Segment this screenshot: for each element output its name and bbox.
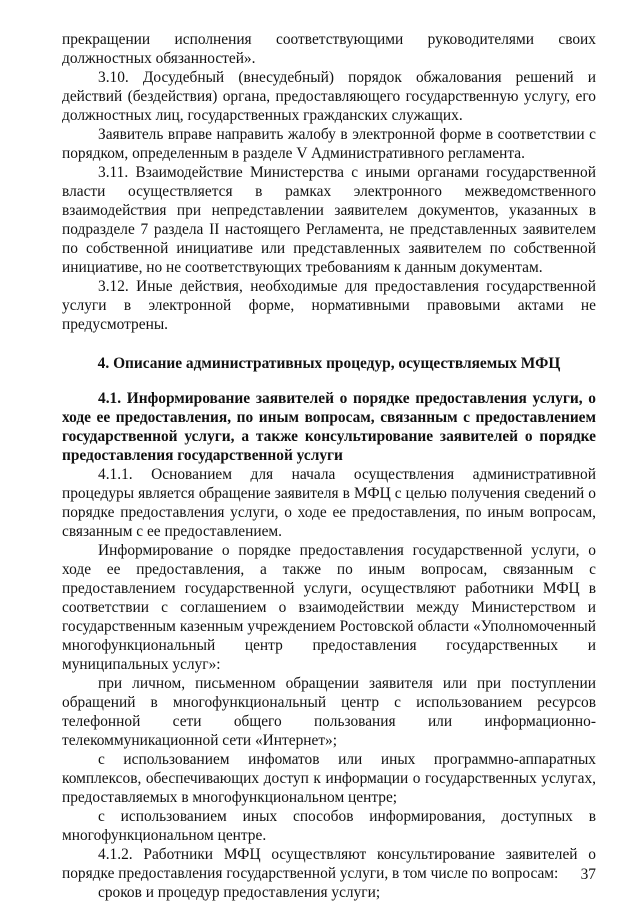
paragraph: Заявитель вправе направить жалобу в электронной форме в соответствии с порядком, определенным в разделе V Административного регламента. bbox=[62, 126, 596, 162]
subsection-heading: 4.1. Информирование заявителей о порядке предоставления услуги, о ходе ее предоставления, по иным вопросам, связанным с предоставлением государственной услуги, а также консультирование заявителей о порядке предоставления государственной услуги bbox=[62, 390, 596, 464]
page-number: 37 bbox=[580, 866, 596, 883]
paragraph: 3.10. Досудебный (внесудебный) порядок обжалования решений и действий (бездействия) органа, предоставляющего государственную услугу, его должностных лиц, государственных гражданских служащих. bbox=[62, 69, 596, 124]
paragraph: прекращении исполнения соответствующими руководителями своих должностных обязанностей». bbox=[62, 31, 596, 67]
paragraph: сроков и процедур предоставления услуги; bbox=[98, 884, 381, 901]
paragraph: 3.11. Взаимодействие Министерства с иными органами государственной власти осуществляется в рамках электронного межведомственного взаимодействия при непредставлении заявителем документов, указанных в подразделе 7 раздела II настоящего Регламента, не представленных заявителем по собственной инициативе или представленных заявителем по собственной инициативе, но не соответствующих требованиям к данным документам. bbox=[62, 164, 596, 276]
paragraph: с использованием иных способов информирования, доступных в многофункциональном центре. bbox=[62, 808, 596, 844]
document-page bbox=[62, 30, 596, 902]
paragraph: 4.1.1. Основанием для начала осуществления административной процедуры является обращение заявителя в МФЦ с целью получения сведений о порядке предоставления услуги, о ходе ее предоставления, по иным вопросам, связанным с ее предоставлением. bbox=[62, 466, 596, 540]
paragraph: Информирование о порядке предоставления государственной услуги, о ходе ее предоставления, а также по иным вопросам, связанным с предоставлением государственной услуги, осуществляют работники МФЦ в соответствии с соглашением о взаимодействии между Министерством и государственным казенным учреждением Ростовской области «Уполномоченный многофункциональный центр предоставления государственных и муниципальных услуг»: bbox=[62, 542, 596, 673]
section-heading: 4. Описание административных процедур, осуществляемых МФЦ bbox=[97, 355, 561, 372]
paragraph: с использованием инфоматов или иных программно-аппаратных комплексов, обеспечивающих доступ к информации о государственных услугах, предоставляемых в многофункциональном центре; bbox=[62, 751, 596, 806]
paragraph: 3.12. Иные действия, необходимые для предоставления государственной услуги в электронной форме, нормативными правовыми актами не предусмотрены. bbox=[62, 278, 596, 333]
paragraph: 4.1.2. Работники МФЦ осуществляют консультирование заявителей о порядке предоставления государственной услуги, в том числе по вопросам: bbox=[62, 846, 596, 882]
paragraph: при личном, письменном обращении заявителя или при поступлении обращений в многофункциональный центр с использованием ресурсов телефонной сети общего пользования или информационно-телекоммуникационной сети «Интернет»; bbox=[62, 675, 596, 749]
